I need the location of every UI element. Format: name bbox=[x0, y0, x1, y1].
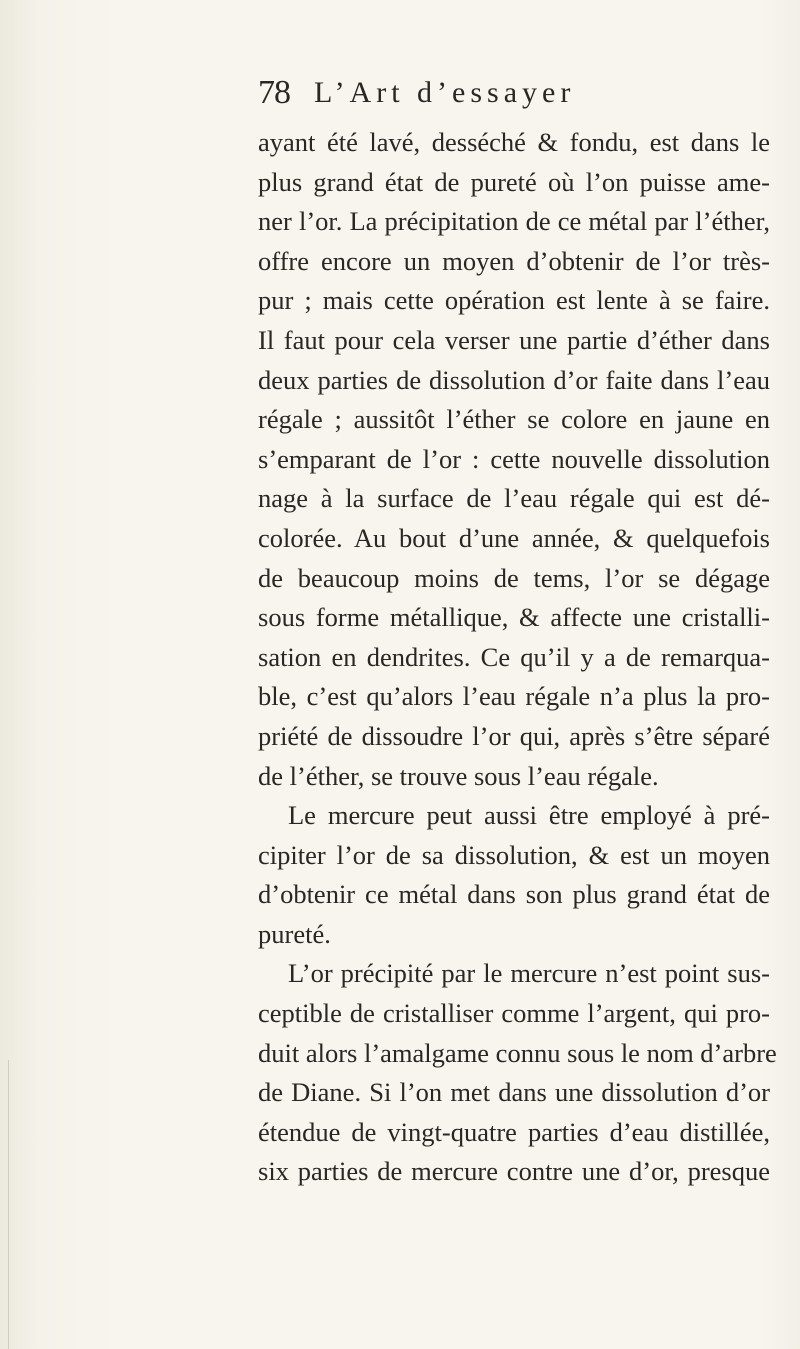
text-line: sous forme métallique, & affecte une cristalli- bbox=[258, 602, 770, 633]
body-text bbox=[258, 123, 777, 1192]
text-line: nage à la surface de l’eau régale qui est dé- bbox=[258, 483, 770, 514]
text-line: duit alors l’amalgame connu sous le nom d’arbre bbox=[258, 1037, 777, 1068]
text-line: sation en dendrites. Ce qu’il y a de remarqua- bbox=[258, 641, 770, 672]
page-header bbox=[258, 70, 778, 116]
text-line: régale ; aussitôt l’éther se colore en jaune en bbox=[258, 404, 770, 435]
text-line: offre encore un moyen d’obtenir de l’or très- bbox=[258, 245, 770, 276]
text-line: priété de dissoudre l’or qui, après s’être séparé bbox=[258, 720, 770, 751]
text-line: de beaucoup moins de tems, l’or se dégage bbox=[258, 562, 770, 593]
text-line: plus grand état de pureté où l’on puisse ame- bbox=[258, 166, 770, 197]
page-number: 78 bbox=[258, 74, 290, 111]
text-line: ayant été lavé, desséché & fondu, est dans le bbox=[258, 127, 770, 157]
text-line: pur ; mais cette opération est lente à se faire. bbox=[258, 285, 770, 316]
paragraph-end-line: pureté. bbox=[258, 918, 331, 949]
paragraph-start-line: Le mercure peut aussi être employé à pré- bbox=[288, 800, 770, 831]
text-line: colorée. Au bout d’une année, & quelquefois bbox=[258, 522, 770, 553]
text-line: d’obtenir ce métal dans son plus grand état de bbox=[258, 879, 770, 910]
text-line: deux parties de dissolution d’or faite dans l’eau bbox=[258, 364, 770, 395]
text-line: six parties de mercure contre une d’or, presque bbox=[258, 1156, 770, 1187]
text-line: ceptible de cristalliser comme l’argent, qui pro- bbox=[258, 998, 770, 1029]
paragraph-start-line: L’or précipité par le mercure n’est point sus- bbox=[288, 958, 770, 989]
running-title: L’Art d’essayer bbox=[314, 76, 576, 109]
paragraph-end-line: de l’éther, se trouve sous l’eau régale. bbox=[258, 760, 659, 791]
text-line: étendue de vingt-quatre parties d’eau distillée, bbox=[258, 1116, 770, 1147]
text-line: s’emparant de l’or : cette nouvelle dissolution bbox=[258, 443, 770, 474]
text-line: cipiter l’or de sa dissolution, & est un moyen bbox=[258, 839, 770, 870]
text-line: ble, c’est qu’alors l’eau régale n’a plus la pro- bbox=[258, 681, 770, 712]
text-line: de Diane. Si l’on met dans une dissolution d’or bbox=[258, 1077, 770, 1108]
text-line: ner l’or. La précipitation de ce métal par l’éther, bbox=[258, 206, 770, 237]
text-line: Il faut pour cela verser une partie d’éther dans bbox=[258, 324, 770, 355]
binding-edge bbox=[8, 1060, 15, 1349]
